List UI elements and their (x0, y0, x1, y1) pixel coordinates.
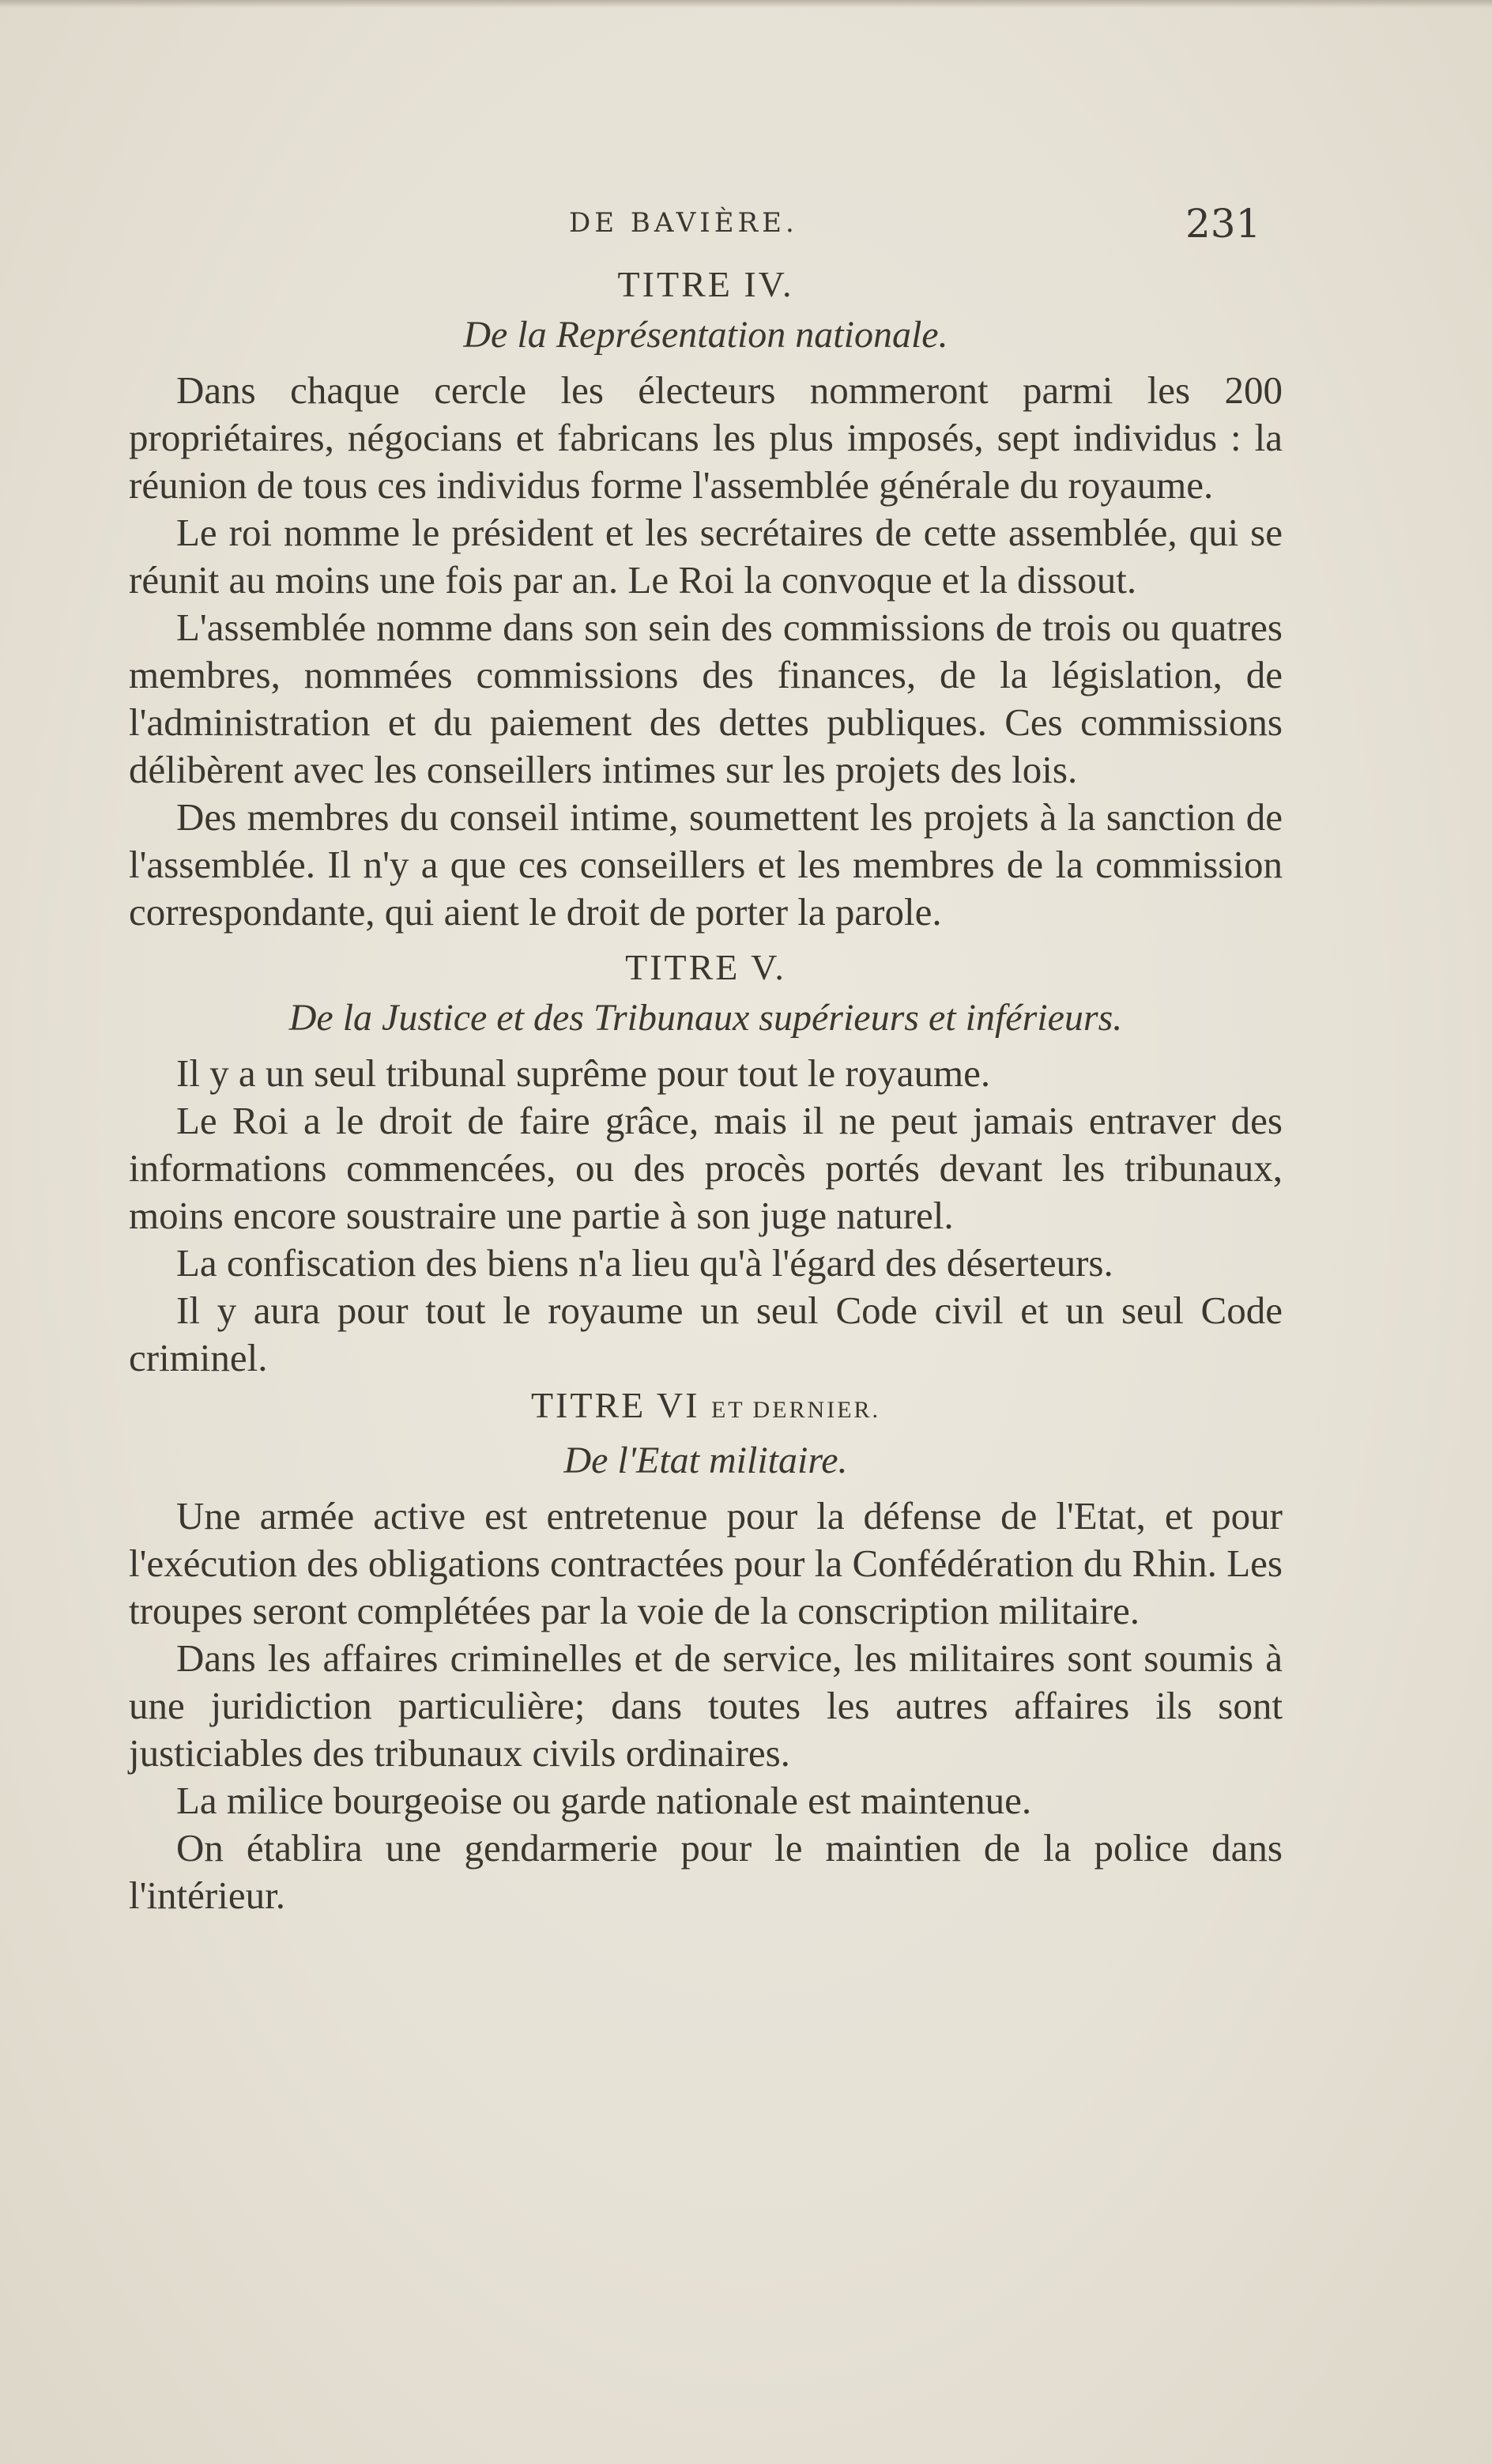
paragraph: On établira une gendarmerie pour le maintien de la police dans l'intérieur. (129, 1826, 1283, 1917)
paragraph: Dans chaque cercle les électeurs nommeront parmi les 200 propriétaires, négocians et fabricans les plus imposés, sept individus : la réunion de tous ces individus forme l'assemblée générale du royaume. (129, 368, 1283, 507)
titre-vi-suffix: ET DERNIER. (710, 1397, 881, 1423)
page-number: 231 (1185, 201, 1261, 247)
titre-v-subheading: De la Justice et des Tribunaux supérieurs et inférieurs. (288, 997, 1123, 1039)
paragraph: La confiscation des biens n'a lieu qu'à l'égard des déserteurs. (176, 1241, 1113, 1285)
paragraph: Il y aura pour tout le royaume un seul Code civil et un seul Code criminel. (129, 1289, 1283, 1379)
paragraph: Une armée active est entretenue pour la défense de l'Etat, et pour l'exécution des obligations contractées pour la Confédération du Rhin. Les troupes seront complétées par la voie de la conscription militaire. (129, 1494, 1283, 1632)
body-text (129, 261, 1283, 1919)
paragraph: La milice bourgeoise ou garde nationale est maintenue. (176, 1779, 1032, 1822)
titre-iv-heading: TITRE IV. (617, 264, 794, 304)
paragraph: Dans les affaires criminelles et de service, les militaires sont soumis à une juridiction particulière; dans toutes les autres affaires ils sont justiciables des tribunaux civils ordinaires. (129, 1636, 1283, 1775)
paragraph: Le Roi a le droit de faire grâce, mais il ne peut jamais entraver des informations commencées, ou des procès portés devant les tribunaux, moins encore soustraire une partie à son juge naturel. (129, 1099, 1283, 1237)
titre-vi-heading (129, 1382, 1283, 1434)
running-title: DE BAVIÈRE. (569, 207, 798, 239)
paragraph: Il y a un seul tribunal suprême pour tout le royaume. (176, 1051, 991, 1095)
page-top-edge (0, 0, 1492, 8)
paragraph: Des membres du conseil intime, soumettent les projets à la sanction de l'assemblée. Il n'y a que ces conseillers et les membres de la commission correspondante, qui aient le droit de porter la parole. (129, 795, 1283, 934)
running-header (0, 201, 1492, 247)
paragraph: Le roi nomme le président et les secrétaires de cette assemblée, qui se réunit au moins une fois par an. Le Roi la convoque et la dissout. (129, 511, 1283, 602)
paragraph: L'assemblée nomme dans son sein des commissions de trois ou quatres membres, nommées commissions des finances, de la législation, de l'administration et du paiement des dettes publiques. Ces commissions délibèrent avec les conseillers intimes sur les projets des lois. (129, 606, 1283, 791)
titre-vi-subheading: De l'Etat militaire. (563, 1440, 848, 1481)
titre-vi-label: TITRE VI (530, 1385, 700, 1425)
titre-v-heading: TITRE V. (625, 947, 786, 987)
titre-iv-subheading: De la Représentation nationale. (463, 314, 948, 356)
